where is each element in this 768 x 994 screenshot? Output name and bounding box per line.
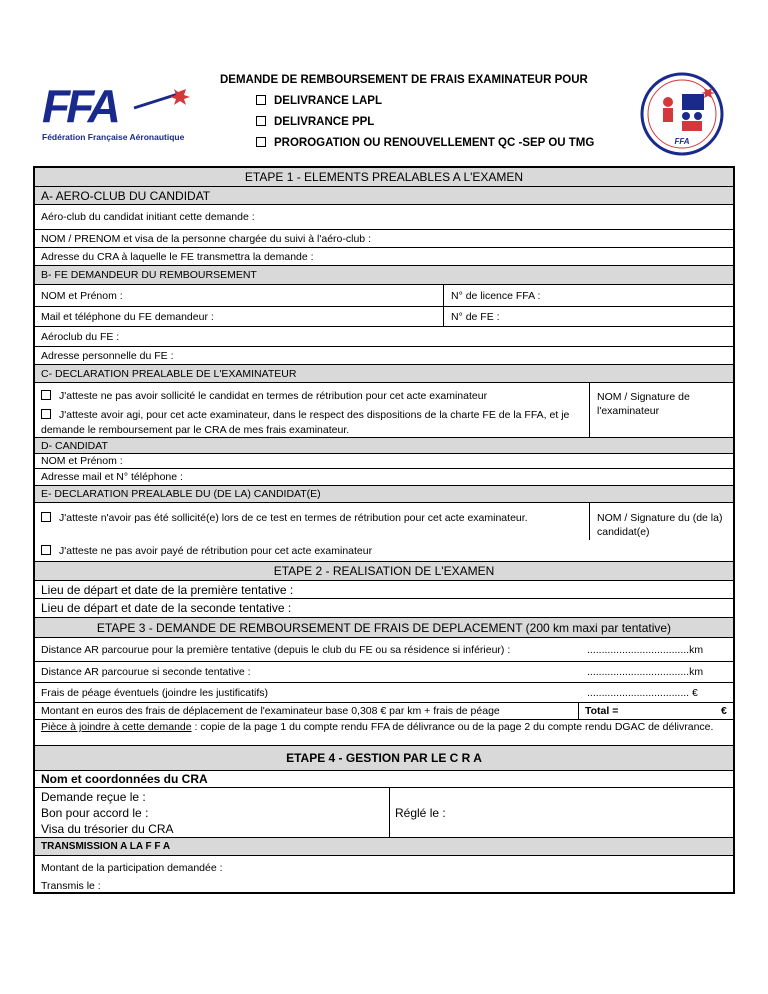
declaration-c2[interactable]: J'atteste avoir agi, pour cet acte examinateur, dans le respect des dispositions de la charte FE de la FFA, et je demande le remboursement par le CRA de mes frais examinateur.	[41, 409, 570, 436]
peage-field[interactable]: ................................... €	[587, 687, 698, 699]
declaration-e1[interactable]: J'atteste n'avoir pas été sollicité(e) lors de ce test en termes de rétribution pour cet acte examinateur.	[41, 511, 561, 526]
section-d-title: D- CANDIDAT	[35, 438, 733, 454]
transmission-ffa-title: TRANSMISSION A LA F F A	[35, 838, 733, 856]
candidat-name-field[interactable]: NOM et Prénom :	[35, 454, 733, 469]
distance-2-field[interactable]: ...................................km	[587, 666, 704, 678]
distance-1-field[interactable]: ...................................km	[587, 644, 704, 656]
divider	[578, 703, 579, 720]
cra-name-field[interactable]: Nom et coordonnées du CRA	[35, 770, 733, 788]
option-ppl[interactable]: DELIVRANCE PPL	[256, 116, 374, 128]
seconde-tentative-field[interactable]: Lieu de départ et date de la seconde tentative :	[35, 599, 733, 618]
svg-text:FFA: FFA	[674, 137, 690, 146]
option-lapl[interactable]: DELIVRANCE LAPL	[256, 95, 382, 107]
commission-formation-logo	[638, 70, 726, 158]
aeroclub-fe-field[interactable]: Aéroclub du FE :	[35, 327, 733, 347]
distance-1-row: Distance AR parcourue pour la première tentative (depuis le club du FE ou sa résidence si inférieur) :	[35, 638, 733, 662]
checkbox-icon[interactable]	[41, 390, 51, 400]
regle-le-field[interactable]: Réglé le :	[395, 806, 446, 820]
declaration-e2[interactable]: J'atteste ne pas avoir payé de rétribution pour cet acte examinateur	[41, 545, 581, 557]
option-prorogation[interactable]: PROROGATION OU RENOUVELLEMENT QC -SEP OU TMG	[256, 137, 594, 149]
divider	[443, 285, 444, 327]
fe-licence-field[interactable]: N° de licence FFA :	[451, 290, 541, 302]
cra-gestion-fields	[41, 789, 174, 837]
checkbox-icon[interactable]	[41, 512, 51, 522]
checkbox-icon[interactable]	[41, 545, 51, 555]
section-e-title: E- DECLARATION PREALABLE DU (DE LA) CANDIDAT(E)	[35, 486, 733, 503]
fe-contact-field[interactable]: Mail et téléphone du FE demandeur :	[41, 310, 214, 323]
candidat-signature-field[interactable]: NOM / Signature du (de la) candidat(e)	[597, 512, 723, 538]
ffa-logo-caption: Fédération Française Aéronautique	[42, 132, 185, 142]
aeroclub-candidat-field[interactable]: Aéro-club du candidat initiant cette demande :	[35, 205, 733, 230]
section-a-title: A- AERO-CLUB DU CANDIDAT	[35, 187, 733, 205]
checkbox-icon[interactable]	[256, 137, 266, 147]
peage-row: Frais de péage éventuels (joindre les justificatifs)	[35, 683, 733, 703]
declaration-c1[interactable]: J'atteste ne pas avoir sollicité le candidat en termes de rétribution pour cet acte examinateur	[41, 390, 581, 402]
fe-name-field[interactable]: NOM et Prénom :	[41, 289, 123, 302]
adresse-cra-field[interactable]: Adresse du CRA à laquelle le FE transmettra la demande :	[35, 248, 733, 266]
form-frame	[33, 166, 735, 894]
montant-participation-field[interactable]: Montant de la participation demandée :	[41, 862, 223, 874]
total-label: Total =	[585, 705, 619, 717]
divider	[389, 788, 390, 838]
adresse-fe-field[interactable]: Adresse personnelle du FE :	[35, 347, 733, 365]
form-title: DEMANDE DE REMBOURSEMENT DE FRAIS EXAMINATEUR POUR	[220, 74, 588, 86]
etape4-title: ETAPE 4 - GESTION PAR LE C R A	[35, 746, 733, 770]
section-c-title: C- DECLARATION PREALABLE DE L'EXAMINATEUR	[35, 365, 733, 383]
fe-name-row	[35, 285, 733, 307]
candidat-contact-field[interactable]: Adresse mail et N° téléphone :	[35, 469, 733, 486]
checkbox-icon[interactable]	[256, 95, 266, 105]
total-field[interactable]: €	[721, 705, 727, 717]
examinateur-signature-field[interactable]: NOM / Signature de l'examinateur	[597, 391, 690, 417]
montant-row: Montant en euros des frais de déplacement de l'examinateur base 0,308 € par km + frais de péage	[35, 703, 733, 720]
divider	[589, 383, 590, 438]
fe-number-field[interactable]: N° de FE :	[451, 311, 500, 323]
fe-contact-row	[35, 307, 733, 327]
premiere-tentative-field[interactable]: Lieu de départ et date de la première tentative :	[35, 581, 733, 599]
visa-tresorier-field[interactable]: Visa du trésorier du CRA	[41, 822, 174, 836]
piece-a-joindre-note: Pièce à joindre à cette demande : copie de la page 1 du compte rendu FFA de délivrance ou de la page 2 du compte rendu DGAC de délivrance.	[35, 720, 733, 746]
bon-pour-accord-field[interactable]: Bon pour accord le :	[41, 806, 149, 820]
etape2-title: ETAPE 2 - REALISATION DE L'EXAMEN	[35, 562, 733, 581]
transmis-le-field[interactable]: Transmis le :	[41, 880, 101, 892]
svg-text:FFA: FFA	[42, 80, 117, 132]
ffa-logo	[38, 78, 208, 150]
responsable-suivi-field[interactable]: NOM / PRENOM et visa de la personne chargée du suivi à l'aéro-club :	[35, 230, 733, 248]
checkbox-icon[interactable]	[256, 116, 266, 126]
checkbox-icon[interactable]	[41, 409, 51, 419]
etape1-title: ETAPE 1 - ELEMENTS PREALABLES A L'EXAMEN	[35, 168, 733, 187]
divider	[589, 503, 590, 540]
demande-recue-field[interactable]: Demande reçue le :	[41, 790, 146, 804]
distance-2-row: Distance AR parcourue si seconde tentative :	[35, 662, 733, 683]
etape3-title: ETAPE 3 - DEMANDE DE REMBOURSEMENT DE FRAIS DE DEPLACEMENT (200 km maxi par tentative)	[35, 618, 733, 638]
section-b-title: B- FE DEMANDEUR DU REMBOURSEMENT	[35, 266, 733, 285]
